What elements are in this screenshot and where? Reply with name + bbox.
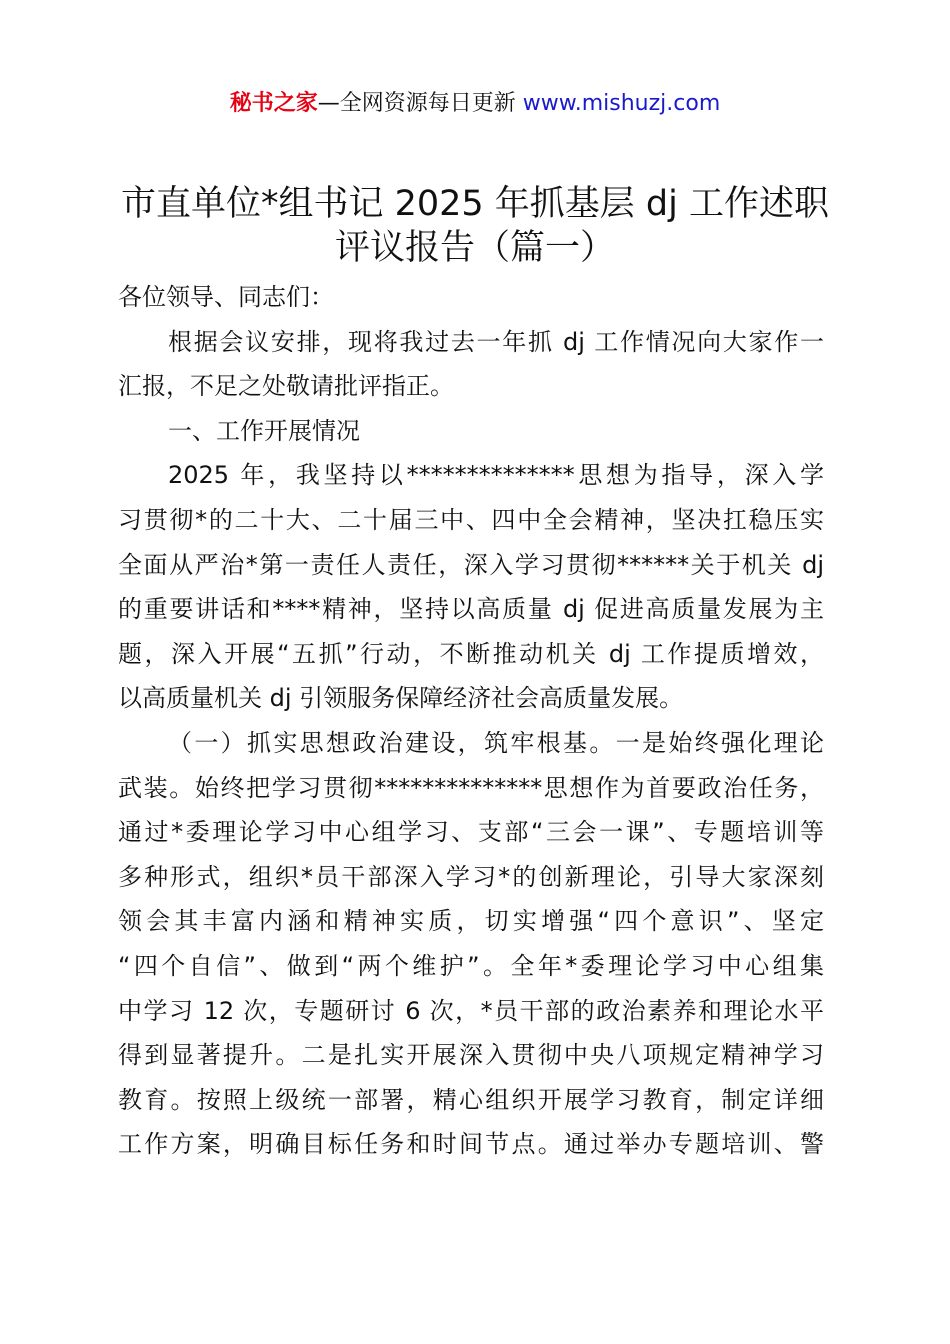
paragraph-line: 工作方案，明确目标任务和时间节点。通过举办专题培训、警 [118,1130,824,1159]
paragraph-line: 通过*委理论学习中心组学习、支部“三会一课”、专题培训等 [118,818,824,847]
paragraph-line: 题，深入开展“五抓”行动，不断推动机关 dj 工作提质增效， [118,639,824,668]
paragraph-line: 各位领导、同志们： [118,283,334,311]
paragraph-line: 习贯彻*的二十大、二十届三中、四中全会精神，坚决扛稳压实 [118,506,824,534]
paragraph-line: 得到显著提升。二是扎实开展深入贯彻中央八项规定精神学习 [118,1041,824,1070]
document-title-line-1: 市直单位*组书记 2025 年抓基层 dj 工作述职 [120,184,830,224]
paragraph-line: 根据会议安排，现将我过去一年抓 dj 工作情况向大家作一 [168,327,824,356]
site-header [0,88,950,120]
paragraph-line: （一）抓实思想政治建设，筑牢根基。一是始终强化理论 [168,729,824,757]
paragraph-line: 的重要讲话和****精神，坚持以高质量 dj 促进高质量发展为主 [118,595,824,624]
document-title-line-2: 评议报告（篇一） [334,228,615,268]
site-url-link[interactable]: www.mishuzj.com [522,91,721,116]
paragraph-line: 汇报，不足之处敬请批评指正。 [118,372,454,401]
paragraph-line: 2025 年，我坚持以**************思想为指导，深入学 [168,461,824,490]
paragraph-line: 武装。始终把学习贯彻**************思想作为首要政治任务， [118,773,824,802]
paragraph-line: 中学习 12 次，专题研讨 6 次，*员干部的政治素养和理论水平 [118,996,824,1025]
paragraph-line: 教育。按照上级统一部署，精心组织开展学习教育，制定详细 [118,1085,824,1114]
paragraph-line: 一、工作开展情况 [168,416,360,445]
paragraph-line: 领会其丰富内涵和精神实质，切实增强“四个意识”、坚定 [118,907,824,936]
paragraph-line: 多种形式，组织*员干部深入学习*的创新理论，引导大家深刻 [118,862,824,891]
slogan: —全网资源每日更新 [317,91,523,116]
paragraph-line: “四个自信”、做到“两个维护”。全年*委理论学习中心组集 [118,952,824,980]
paragraph-line: 以高质量机关 dj 引领服务保障经济社会高质量发展。 [118,684,684,713]
paragraph-line: 全面从严治*第一责任人责任，深入学习贯彻******关于机关 dj [118,550,824,579]
brand-name: 秘书之家 [229,91,318,116]
